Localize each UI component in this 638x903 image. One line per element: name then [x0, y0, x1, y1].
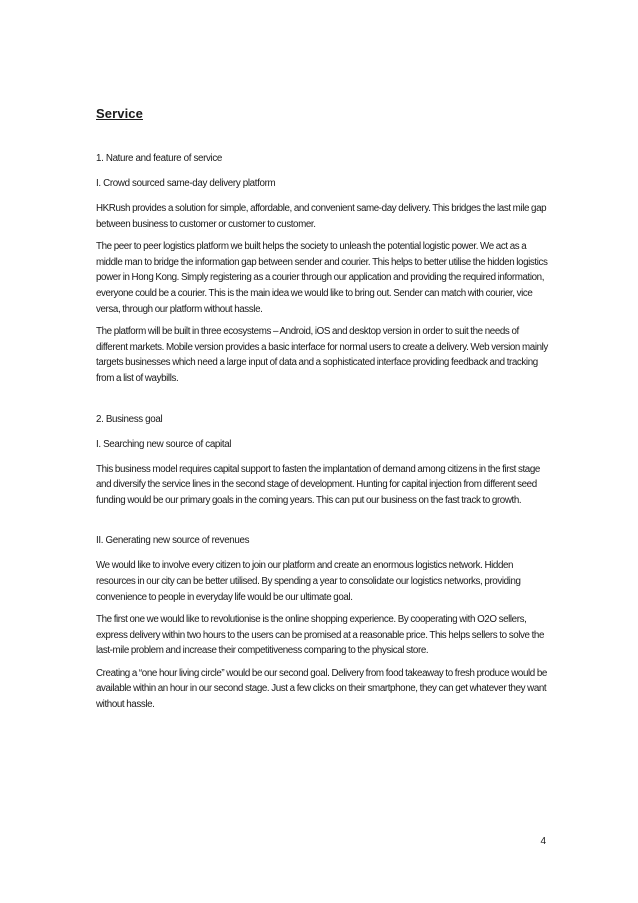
section-subheading: II. Generating new source of revenues — [96, 535, 250, 547]
section-subheading: I. Searching new source of capital — [96, 438, 232, 450]
paragraph: The peer to peer logistics platform we built helps the society to unleash the potential logistic power. We act as a middle man to bridge the information gap between sender and courier. This helps to better utilise the hidden logistics power in Hong Kong. Simply registering as a courier through our application and providing the required information, everyone could be a courier. This is the main idea we would like to bring out. Sender can match with courier, vice versa, through our platform without hassle. — [96, 241, 548, 315]
paragraph: The first one we would like to revolutionise is the online shopping experience. By cooperating with O2O sellers, express delivery within two hours to the users can be promised at a reasonable price. This helps sellers to solve the last-mile problem and increase their competitiveness comparing to the physical store. — [96, 614, 545, 657]
paragraph: HKRush provides a solution for simple, affordable, and convenient same-day delivery. This bridges the last mile gap between business to customer or customer to customer. — [96, 203, 547, 230]
spacer — [96, 394, 548, 412]
paragraph: This business model requires capital support to fasten the implantation of demand among citizens in the first stage and diversify the service lines in the second stage of development. Hunting for capital injection from different seed funding would be our primary goals in the coming years. This can put our business on the fast track to growth. — [96, 463, 540, 506]
paragraph: We would like to involve every citizen to join our platform and create an enormous logistics network. Hidden resources in our city can be better utilised. By spending a year to consolidate our logistics networks, providing convenience to people in everyday life would be our ultimate goal. — [96, 560, 521, 603]
page-title: Service — [96, 106, 143, 121]
spacer — [96, 515, 548, 533]
paragraph: Creating a “one hour living circle” would be our second goal. Delivery from food takeaway to fresh produce would be available within an hour in our second stage. Just a few clicks on their smartphone, they can get whatever they want without hassle. — [96, 667, 547, 711]
section-heading: 2. Business goal — [96, 413, 163, 425]
section-heading: 1. Nature and feature of service — [96, 153, 223, 164]
page-number: 4 — [540, 836, 546, 847]
page-content — [96, 106, 548, 720]
paragraph: The platform will be built in three ecosystems – Android, iOS and desktop version in order to suit the needs of different markets. Mobile version provides a basic interface for normal users to create a delivery. Web version mainly targets businesses which need a large input of data and a sophisticated interface providing feedback and tracking from a list of waybills. — [96, 326, 548, 384]
section-subheading: I. Crowd sourced same-day delivery platform — [96, 178, 276, 189]
